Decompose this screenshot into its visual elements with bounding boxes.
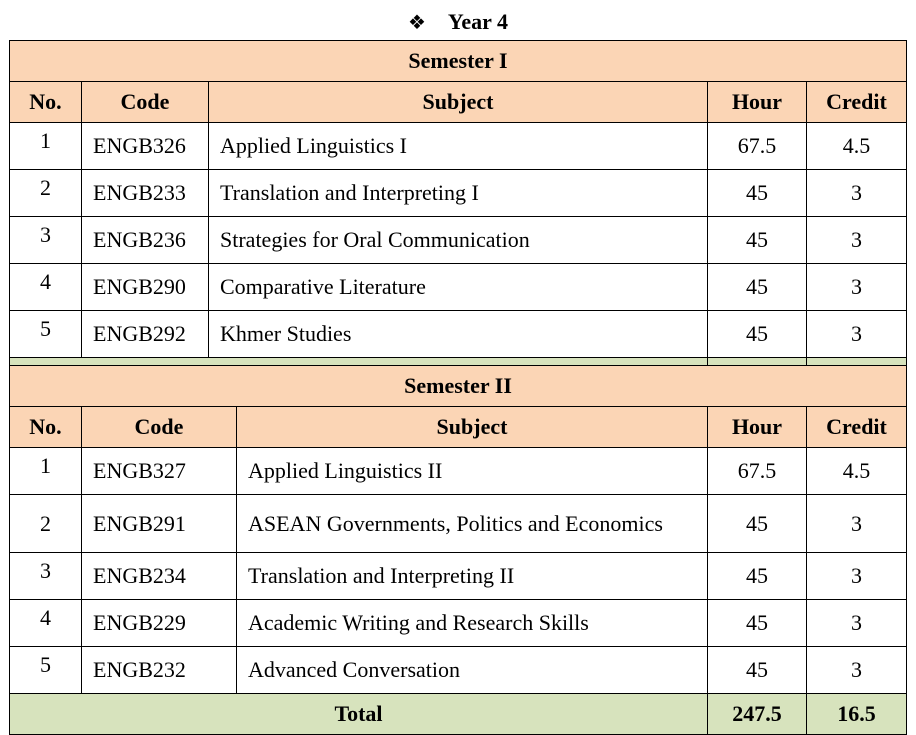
cell-subject: Applied Linguistics I	[209, 123, 708, 170]
cell-credit: 3	[807, 495, 907, 553]
cell-no: 5	[10, 311, 82, 358]
cell-hour: 45	[708, 264, 807, 311]
semester-1-table	[9, 40, 907, 399]
cell-code: ENGB292	[82, 311, 209, 358]
cell-hour: 45	[708, 647, 807, 694]
column-header-hour: Hour	[708, 82, 807, 123]
cell-hour: 67.5	[708, 448, 807, 495]
cell-credit: 3	[807, 217, 907, 264]
total-credit: 16.5	[807, 694, 907, 735]
cell-subject: ASEAN Governments, Politics and Economics	[237, 495, 708, 553]
diamond-bullet-icon: ❖	[407, 12, 426, 34]
cell-credit: 4.5	[807, 448, 907, 495]
column-header-subject: Subject	[237, 407, 708, 448]
column-header-subject: Subject	[209, 82, 708, 123]
column-header-credit: Credit	[807, 82, 907, 123]
year-heading	[0, 8, 916, 37]
cell-hour: 45	[708, 217, 807, 264]
cell-credit: 3	[807, 311, 907, 358]
cell-hour: 45	[708, 170, 807, 217]
cell-no: 1	[10, 123, 82, 170]
cell-code: ENGB326	[82, 123, 209, 170]
table-row	[10, 553, 907, 600]
total-hour: 247.5	[708, 694, 807, 735]
table-row	[10, 217, 907, 264]
cell-no: 5	[10, 647, 82, 694]
semester-2-table	[9, 365, 907, 735]
cell-subject: Academic Writing and Research Skills	[237, 600, 708, 647]
total-row	[10, 694, 907, 735]
cell-no: 4	[10, 264, 82, 311]
table-row	[10, 170, 907, 217]
column-header-hour: Hour	[708, 407, 807, 448]
cell-code: ENGB291	[82, 495, 237, 553]
cell-no: 3	[10, 553, 82, 600]
cell-credit: 3	[807, 264, 907, 311]
cell-subject: Comparative Literature	[209, 264, 708, 311]
cell-credit: 3	[807, 647, 907, 694]
cell-hour: 45	[708, 495, 807, 553]
cell-code: ENGB232	[82, 647, 237, 694]
cell-hour: 45	[708, 600, 807, 647]
semester-title: Semester I	[10, 41, 907, 82]
cell-code: ENGB229	[82, 600, 237, 647]
table-row	[10, 311, 907, 358]
cell-subject: Translation and Interpreting I	[209, 170, 708, 217]
cell-no: 4	[10, 600, 82, 647]
total-label: Total	[10, 694, 708, 735]
cell-subject: Strategies for Oral Communication	[209, 217, 708, 264]
cell-hour: 45	[708, 553, 807, 600]
column-header-code: Code	[82, 82, 209, 123]
cell-no: 2	[10, 170, 82, 217]
cell-subject: Advanced Conversation	[237, 647, 708, 694]
table-row	[10, 448, 907, 495]
year-title: Year 4	[447, 9, 509, 34]
column-header-no: No.	[10, 82, 82, 123]
cell-subject: Applied Linguistics II	[237, 448, 708, 495]
table-row	[10, 600, 907, 647]
cell-no: 2	[10, 495, 82, 553]
cell-credit: 3	[807, 553, 907, 600]
cell-no: 3	[10, 217, 82, 264]
semester-title: Semester II	[10, 366, 907, 407]
cell-credit: 3	[807, 170, 907, 217]
table-row	[10, 123, 907, 170]
cell-no: 1	[10, 448, 82, 495]
column-header-credit: Credit	[807, 407, 907, 448]
cell-credit: 3	[807, 600, 907, 647]
cell-hour: 45	[708, 311, 807, 358]
column-header-code: Code	[82, 407, 237, 448]
table-row	[10, 495, 907, 553]
table-row	[10, 264, 907, 311]
cell-hour: 67.5	[708, 123, 807, 170]
cell-credit: 4.5	[807, 123, 907, 170]
column-header-no: No.	[10, 407, 82, 448]
table-row	[10, 647, 907, 694]
cell-code: ENGB233	[82, 170, 209, 217]
cell-subject: Translation and Interpreting II	[237, 553, 708, 600]
cell-subject: Khmer Studies	[209, 311, 708, 358]
cell-code: ENGB234	[82, 553, 237, 600]
cell-code: ENGB236	[82, 217, 209, 264]
cell-code: ENGB290	[82, 264, 209, 311]
cell-code: ENGB327	[82, 448, 237, 495]
